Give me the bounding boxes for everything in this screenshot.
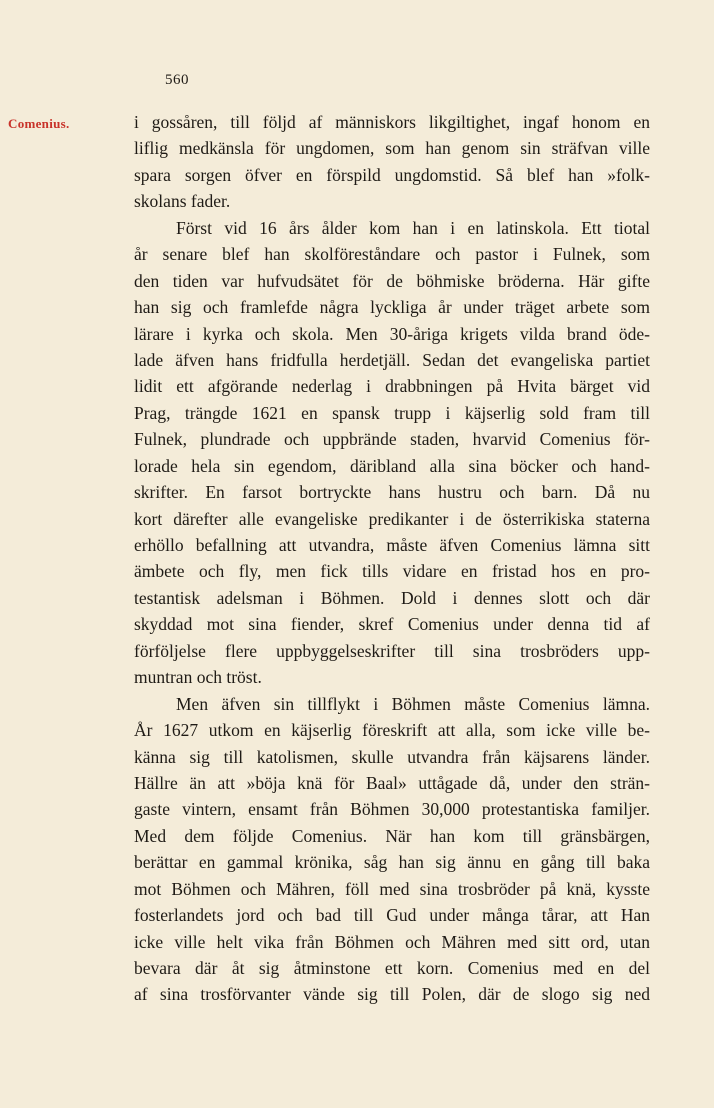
- body-text: [134, 94, 650, 1008]
- text-line: lade äfven hans fridfulla herdetjäll. Sedan det evangeliska partiet: [134, 349, 650, 370]
- text-line: fosterlandets jord och bad till Gud under många tårar, att Han: [134, 905, 650, 926]
- text-line: Hällre än att »böja knä för Baal» uttågade då, under den strän-: [134, 772, 650, 793]
- text-line: muntran och tröst.: [134, 667, 262, 688]
- text-line: skrifter. En farsot bortryckte hans hustru och barn. Då nu: [134, 482, 650, 503]
- text-line: Först vid 16 års ålder kom han i en latinskola. Ett tiotal: [176, 217, 650, 238]
- text-line: Fulnek, plundrade och uppbrände staden, hvarvid Comenius för-: [134, 429, 650, 450]
- text-line: bevara där åt sig åtminstone ett korn. Comenius med en del: [134, 958, 650, 978]
- text-line: skolans fader.: [134, 191, 231, 212]
- text-line: i gossåren, till följd af människors likgiltighet, ingaf honom en: [134, 112, 650, 132]
- side-note-comenius: Comenius.: [8, 116, 70, 131]
- text-line: icke ville helt vika från Böhmen och Mähren med sitt ord, utan: [134, 931, 650, 952]
- text-line: mot Böhmen och Mähren, föll med sina trosbröder på knä, kysste: [134, 878, 650, 899]
- text-line: lidit ett afgörande nederlag i drabbningen på Hvita bärget vid: [134, 376, 650, 397]
- text-line: kort därefter alle evangeliske predikanter i de österrikiska staterna: [134, 508, 650, 529]
- text-line: spara sorgen öfver en förspild ungdomstid. Så blef han »folk-: [134, 164, 650, 185]
- text-line: liflig medkänsla för ungdomen, som han genom sin sträfvan ville: [134, 138, 650, 159]
- page-number: 560: [165, 72, 189, 88]
- text-line: känna sig till katolismen, skulle utvandra från käjsarens länder.: [134, 746, 650, 767]
- text-line: år senare blef han skolföreståndare och pastor i Fulnek, som: [134, 244, 650, 265]
- text-line: berättar en gammal krönika, såg han sig ännu en gång till baka: [134, 852, 650, 873]
- text-line: Med dem följde Comenius. När han kom till gränsbärgen,: [134, 825, 650, 846]
- text-line: testantisk adelsman i Böhmen. Dold i dennes slott och där: [134, 587, 650, 608]
- text-line: den tiden var hufvudsätet för de böhmiske bröderna. Här gifte: [134, 270, 650, 291]
- text-line: erhöllo befallning att utvandra, måste äfven Comenius lämna sitt: [134, 535, 650, 555]
- text-line: förföljelse flere uppbyggelseskrifter till sina trosbröders upp-: [134, 640, 650, 661]
- text-line: År 1627 utkom en käjserlig föreskrift att alla, som icke ville be-: [134, 720, 650, 741]
- text-line: lorade hela sin egendom, däribland alla sina böcker och hand-: [134, 455, 650, 476]
- text-line: han sig och framlefde några lyckliga år under träget arbete som: [134, 297, 650, 318]
- text-line: af sina trosförvanter vände sig till Polen, där de slogo sig ned: [134, 984, 650, 1005]
- text-line: Prag, trängde 1621 en spansk trupp i käjserlig sold fram till: [134, 402, 650, 423]
- text-line: gaste vintern, ensamt från Böhmen 30,000 protestantiska familjer.: [134, 799, 650, 820]
- text-line: lärare i kyrka och skola. Men 30-åriga krigets vilda brand öde-: [134, 323, 650, 344]
- text-line: Men äfven sin tillflykt i Böhmen måste Comenius lämna.: [176, 693, 650, 714]
- text-line: skyddad mot sina fiender, skref Comenius under denna tid af: [134, 614, 650, 635]
- text-line: ämbete och fly, men fick tills vidare en fristad hos en pro-: [134, 561, 650, 582]
